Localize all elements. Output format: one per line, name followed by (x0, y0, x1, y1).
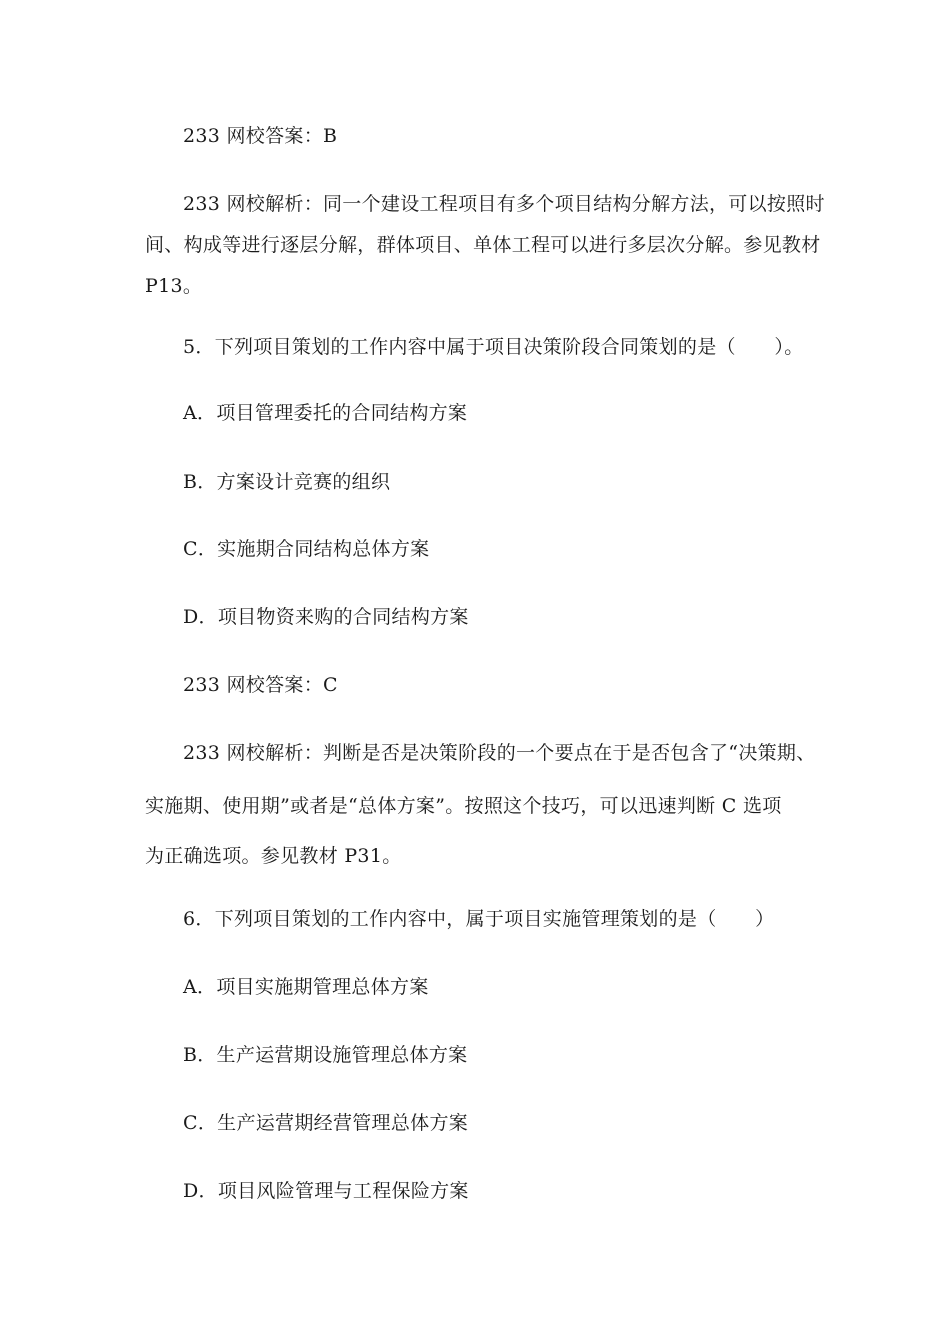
question-6-option-d: D．项目风险管理与工程保险方案 (183, 1180, 469, 1202)
question-5-answer: 233 网校答案：C (183, 674, 338, 696)
question-5-stem: 5．下列项目策划的工作内容中属于项目决策阶段合同策划的是（ ）。 (183, 336, 804, 358)
question-5-option-a: A．项目管理委托的合同结构方案 (183, 402, 468, 424)
question-5-analysis-line-1: 233 网校解析：判断是否是决策阶段的一个要点在于是否包含了“决策期、 (183, 742, 816, 764)
question-5-analysis-line-2: 实施期、使用期”或者是“总体方案”。按照这个技巧，可以迅速判断 C 选项 (145, 795, 782, 817)
question-5-option-d: D．项目物资来购的合同结构方案 (183, 606, 469, 628)
question-6-stem: 6．下列项目策划的工作内容中，属于项目实施管理策划的是（ ） (183, 908, 775, 930)
question-6-option-c: C．生产运营期经营管理总体方案 (183, 1112, 469, 1134)
analysis-paragraph-prev (145, 192, 825, 298)
answer-line-prev: 233 网校答案：B (183, 125, 338, 147)
question-5-option-b: B．方案设计竞赛的组织 (183, 471, 391, 493)
analysis-prev-line-2: 间、构成等进行逐层分解，群体项目、单体工程可以进行多层次分解。参见教材 (145, 234, 821, 256)
question-5-option-c: C．实施期合同结构总体方案 (183, 538, 430, 560)
analysis-prev-line-1: 233 网校解析：同一个建设工程项目有多个项目结构分解方法，可以按照时 (183, 193, 825, 215)
question-6-option-a: A．项目实施期管理总体方案 (183, 976, 429, 998)
analysis-prev-line-3: P13。 (145, 275, 203, 297)
question-5-analysis-line-3: 为正确选项。参见教材 P31。 (145, 845, 402, 867)
question-6-option-b: B．生产运营期设施管理总体方案 (183, 1044, 468, 1066)
